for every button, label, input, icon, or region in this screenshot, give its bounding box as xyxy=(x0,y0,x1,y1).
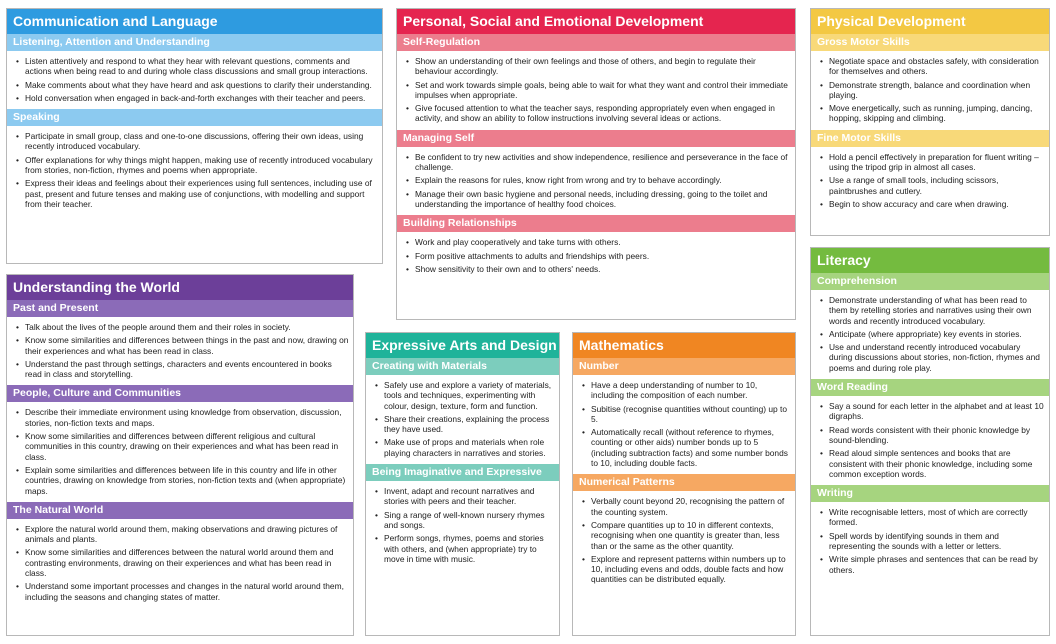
goal-heading: Word Reading xyxy=(811,379,1049,396)
goal-point: • Write recognisable letters, most of which are correctly formed. xyxy=(829,507,1045,528)
goal-points-list xyxy=(811,502,1049,581)
goal-heading: Numerical Patterns xyxy=(573,474,795,491)
goal-heading: The Natural World xyxy=(7,502,353,519)
goal-point: • Explore and represent patterns within numbers up to 10, including evens and odds, double facts and how quantities can be distributed equally. xyxy=(591,554,791,585)
goal-point: • Begin to show accuracy and care when drawing. xyxy=(829,199,1045,209)
goal-point: • Have a deep understanding of number to 10, including the composition of each number. xyxy=(591,380,791,401)
goal-point: • Anticipate (where appropriate) key events in stories. xyxy=(829,329,1045,339)
goal-heading: Building Relationships xyxy=(397,215,795,232)
area-card-personal-social-emotional xyxy=(396,8,796,320)
goal-point: • Use a range of small tools, including scissors, paintbrushes and cutlery. xyxy=(829,175,1045,196)
goal-point: • Share their creations, explaining the process they have used. xyxy=(384,414,555,435)
goal-point: • Negotiate space and obstacles safely, with consideration for themselves and others. xyxy=(829,56,1045,77)
goal-points-list xyxy=(7,317,353,385)
goal-heading: Comprehension xyxy=(811,273,1049,290)
goal-heading: Number xyxy=(573,358,795,375)
area-title: Physical Development xyxy=(811,9,1049,34)
goal-point: • Sing a range of well-known nursery rhymes and songs. xyxy=(384,510,555,531)
goal-point: • Safely use and explore a variety of materials, tools and techniques, experimenting with colour, design, texture, form and function. xyxy=(384,380,555,411)
goal-points-list xyxy=(397,147,795,215)
goal-points-list xyxy=(7,519,353,608)
goal-point: • Explore the natural world around them, making observations and drawing pictures of animals and plants. xyxy=(25,524,349,545)
goal-point: • Make comments about what they have heard and ask questions to clarify their understanding. xyxy=(25,80,378,90)
goal-point: • Use and understand recently introduced vocabulary during discussions about stories, non-fiction, rhymes and poems and during role play. xyxy=(829,342,1045,373)
area-card-understanding-the-world xyxy=(6,274,354,636)
goal-points-list xyxy=(7,51,382,109)
goal-heading: Past and Present xyxy=(7,300,353,317)
goal-point: • Demonstrate understanding of what has been read to them by retelling stories and narratives using their own words and recently introduced vocabulary. xyxy=(829,295,1045,326)
goal-heading: Self-Regulation xyxy=(397,34,795,51)
goal-heading: Creating with Materials xyxy=(366,358,559,375)
area-title: Understanding the World xyxy=(7,275,353,300)
area-card-mathematics xyxy=(572,332,796,636)
goal-point: • Describe their immediate environment using knowledge from observation, discussion, stories, non-fiction texts and maps. xyxy=(25,407,349,428)
goal-points-list xyxy=(366,481,559,570)
goal-point: • Spell words by identifying sounds in them and representing the sounds with a letter or letters. xyxy=(829,531,1045,552)
goal-point: • Understand some important processes and changes in the natural world around them, including the seasons and changing states of matter. xyxy=(25,581,349,602)
goal-point: • Be confident to try new activities and show independence, resilience and perseverance in the face of challenge. xyxy=(415,152,791,173)
area-title: Mathematics xyxy=(573,333,795,358)
goal-point: • Listen attentively and respond to what they hear with relevant questions, comments and actions when being read to and during whole class discussions and small group interactions. xyxy=(25,56,378,77)
goal-points-list xyxy=(573,491,795,590)
goal-point: • Offer explanations for why things might happen, making use of recently introduced vocabulary from stories, non-fiction, rhymes and poems when appropriate. xyxy=(25,155,378,176)
goal-point: • Make use of props and materials when role playing characters in narratives and stories. xyxy=(384,437,555,458)
goal-points-list xyxy=(811,51,1049,130)
area-title: Literacy xyxy=(811,248,1049,273)
goal-points-list xyxy=(811,147,1049,215)
goal-point: • Automatically recall (without reference to rhymes, counting or other aids) number bonds up to 5 (including subtraction facts) and some number bonds to 10, including double facts. xyxy=(591,427,791,468)
goal-heading: Fine Motor Skills xyxy=(811,130,1049,147)
goal-points-list xyxy=(7,402,353,501)
area-card-literacy xyxy=(810,247,1050,636)
goal-points-list xyxy=(366,375,559,464)
area-title: Communication and Language xyxy=(7,9,382,34)
goal-point: • Form positive attachments to adults and friendships with peers. xyxy=(415,251,791,261)
goal-heading: Managing Self xyxy=(397,130,795,147)
goal-point: • Know some similarities and differences between the natural world around them and contrasting environments, drawing on their experiences and what has been read in class. xyxy=(25,547,349,578)
goal-point: • Participate in small group, class and one-to-one discussions, offering their own ideas, using recently introduced vocabulary. xyxy=(25,131,378,152)
goal-point: • Write simple phrases and sentences that can be read by others. xyxy=(829,554,1045,575)
goal-points-list xyxy=(7,126,382,215)
goal-point: • Explain some similarities and differences between life in this country and life in other countries, drawing on knowledge from stories, non-fiction texts and (when appropriate) maps. xyxy=(25,465,349,496)
area-title: Expressive Arts and Design xyxy=(366,333,559,358)
goal-heading: Speaking xyxy=(7,109,382,126)
area-card-expressive-arts-and-design xyxy=(365,332,560,636)
goal-heading: Listening, Attention and Understanding xyxy=(7,34,382,51)
goal-point: • Know some similarities and differences between different religious and cultural communities in this country, drawing on their experiences and what has been read in class. xyxy=(25,431,349,462)
goal-point: • Manage their own basic hygiene and personal needs, including dressing, going to the toilet and understanding the importance of healthy food choices. xyxy=(415,189,791,210)
goal-point: • Show sensitivity to their own and to others' needs. xyxy=(415,264,791,274)
goal-points-list xyxy=(811,396,1049,485)
goal-point: • Give focused attention to what the teacher says, responding appropriately even when engaged in activity, and show an ability to follow instructions involving several ideas or actions. xyxy=(415,103,791,124)
goal-point: • Work and play cooperatively and take turns with others. xyxy=(415,237,791,247)
goal-point: • Explain the reasons for rules, know right from wrong and try to behave accordingly. xyxy=(415,175,791,185)
goal-points-list xyxy=(397,232,795,280)
goal-point: • Compare quantities up to 10 in different contexts, recognising when one quantity is greater than, less than or the same as the other quantity. xyxy=(591,520,791,551)
goal-point: • Show an understanding of their own feelings and those of others, and begin to regulate their behaviour accordingly. xyxy=(415,56,791,77)
goal-point: • Talk about the lives of the people around them and their roles in society. xyxy=(25,322,349,332)
goal-point: • Read aloud simple sentences and books that are consistent with their phonic knowledge, including some common exception words. xyxy=(829,448,1045,479)
goal-points-list xyxy=(573,375,795,474)
goal-heading: Gross Motor Skills xyxy=(811,34,1049,51)
goal-point: • Say a sound for each letter in the alphabet and at least 10 digraphs. xyxy=(829,401,1045,422)
goal-point: • Invent, adapt and recount narratives and stories with peers and their teacher. xyxy=(384,486,555,507)
area-card-communication-and-language xyxy=(6,8,383,264)
goal-heading: Being Imaginative and Expressive xyxy=(366,464,559,481)
goal-point: • Perform songs, rhymes, poems and stories with others, and (when appropriate) try to move in time with music. xyxy=(384,533,555,564)
goal-point: • Understand the past through settings, characters and events encountered in books read in class and storytelling. xyxy=(25,359,349,380)
goal-point: • Move energetically, such as running, jumping, dancing, hopping, skipping and climbing. xyxy=(829,103,1045,124)
goal-point: • Subitise (recognise quantities without counting) up to 5. xyxy=(591,404,791,425)
area-card-physical-development xyxy=(810,8,1050,236)
goal-point: • Set and work towards simple goals, being able to wait for what they want and control their immediate impulses when appropriate. xyxy=(415,80,791,101)
goal-points-list xyxy=(397,51,795,130)
goal-heading: People, Culture and Communities xyxy=(7,385,353,402)
goal-heading: Writing xyxy=(811,485,1049,502)
goal-point: • Verbally count beyond 20, recognising the pattern of the counting system. xyxy=(591,496,791,517)
goal-point: • Hold conversation when engaged in back-and-forth exchanges with their teacher and peers. xyxy=(25,93,378,103)
area-title: Personal, Social and Emotional Development xyxy=(397,9,795,34)
goal-points-list xyxy=(811,290,1049,379)
goal-point: • Know some similarities and differences between things in the past and now, drawing on their experiences and what has been read in class. xyxy=(25,335,349,356)
goal-point: • Read words consistent with their phonic knowledge by sound-blending. xyxy=(829,425,1045,446)
goal-point: • Hold a pencil effectively in preparation for fluent writing – using the tripod grip in almost all cases. xyxy=(829,152,1045,173)
goal-point: • Express their ideas and feelings about their experiences using full sentences, including use of past, present and future tenses and making use of conjunctions, with modelling and support from their teacher. xyxy=(25,178,378,209)
goal-point: • Demonstrate strength, balance and coordination when playing. xyxy=(829,80,1045,101)
